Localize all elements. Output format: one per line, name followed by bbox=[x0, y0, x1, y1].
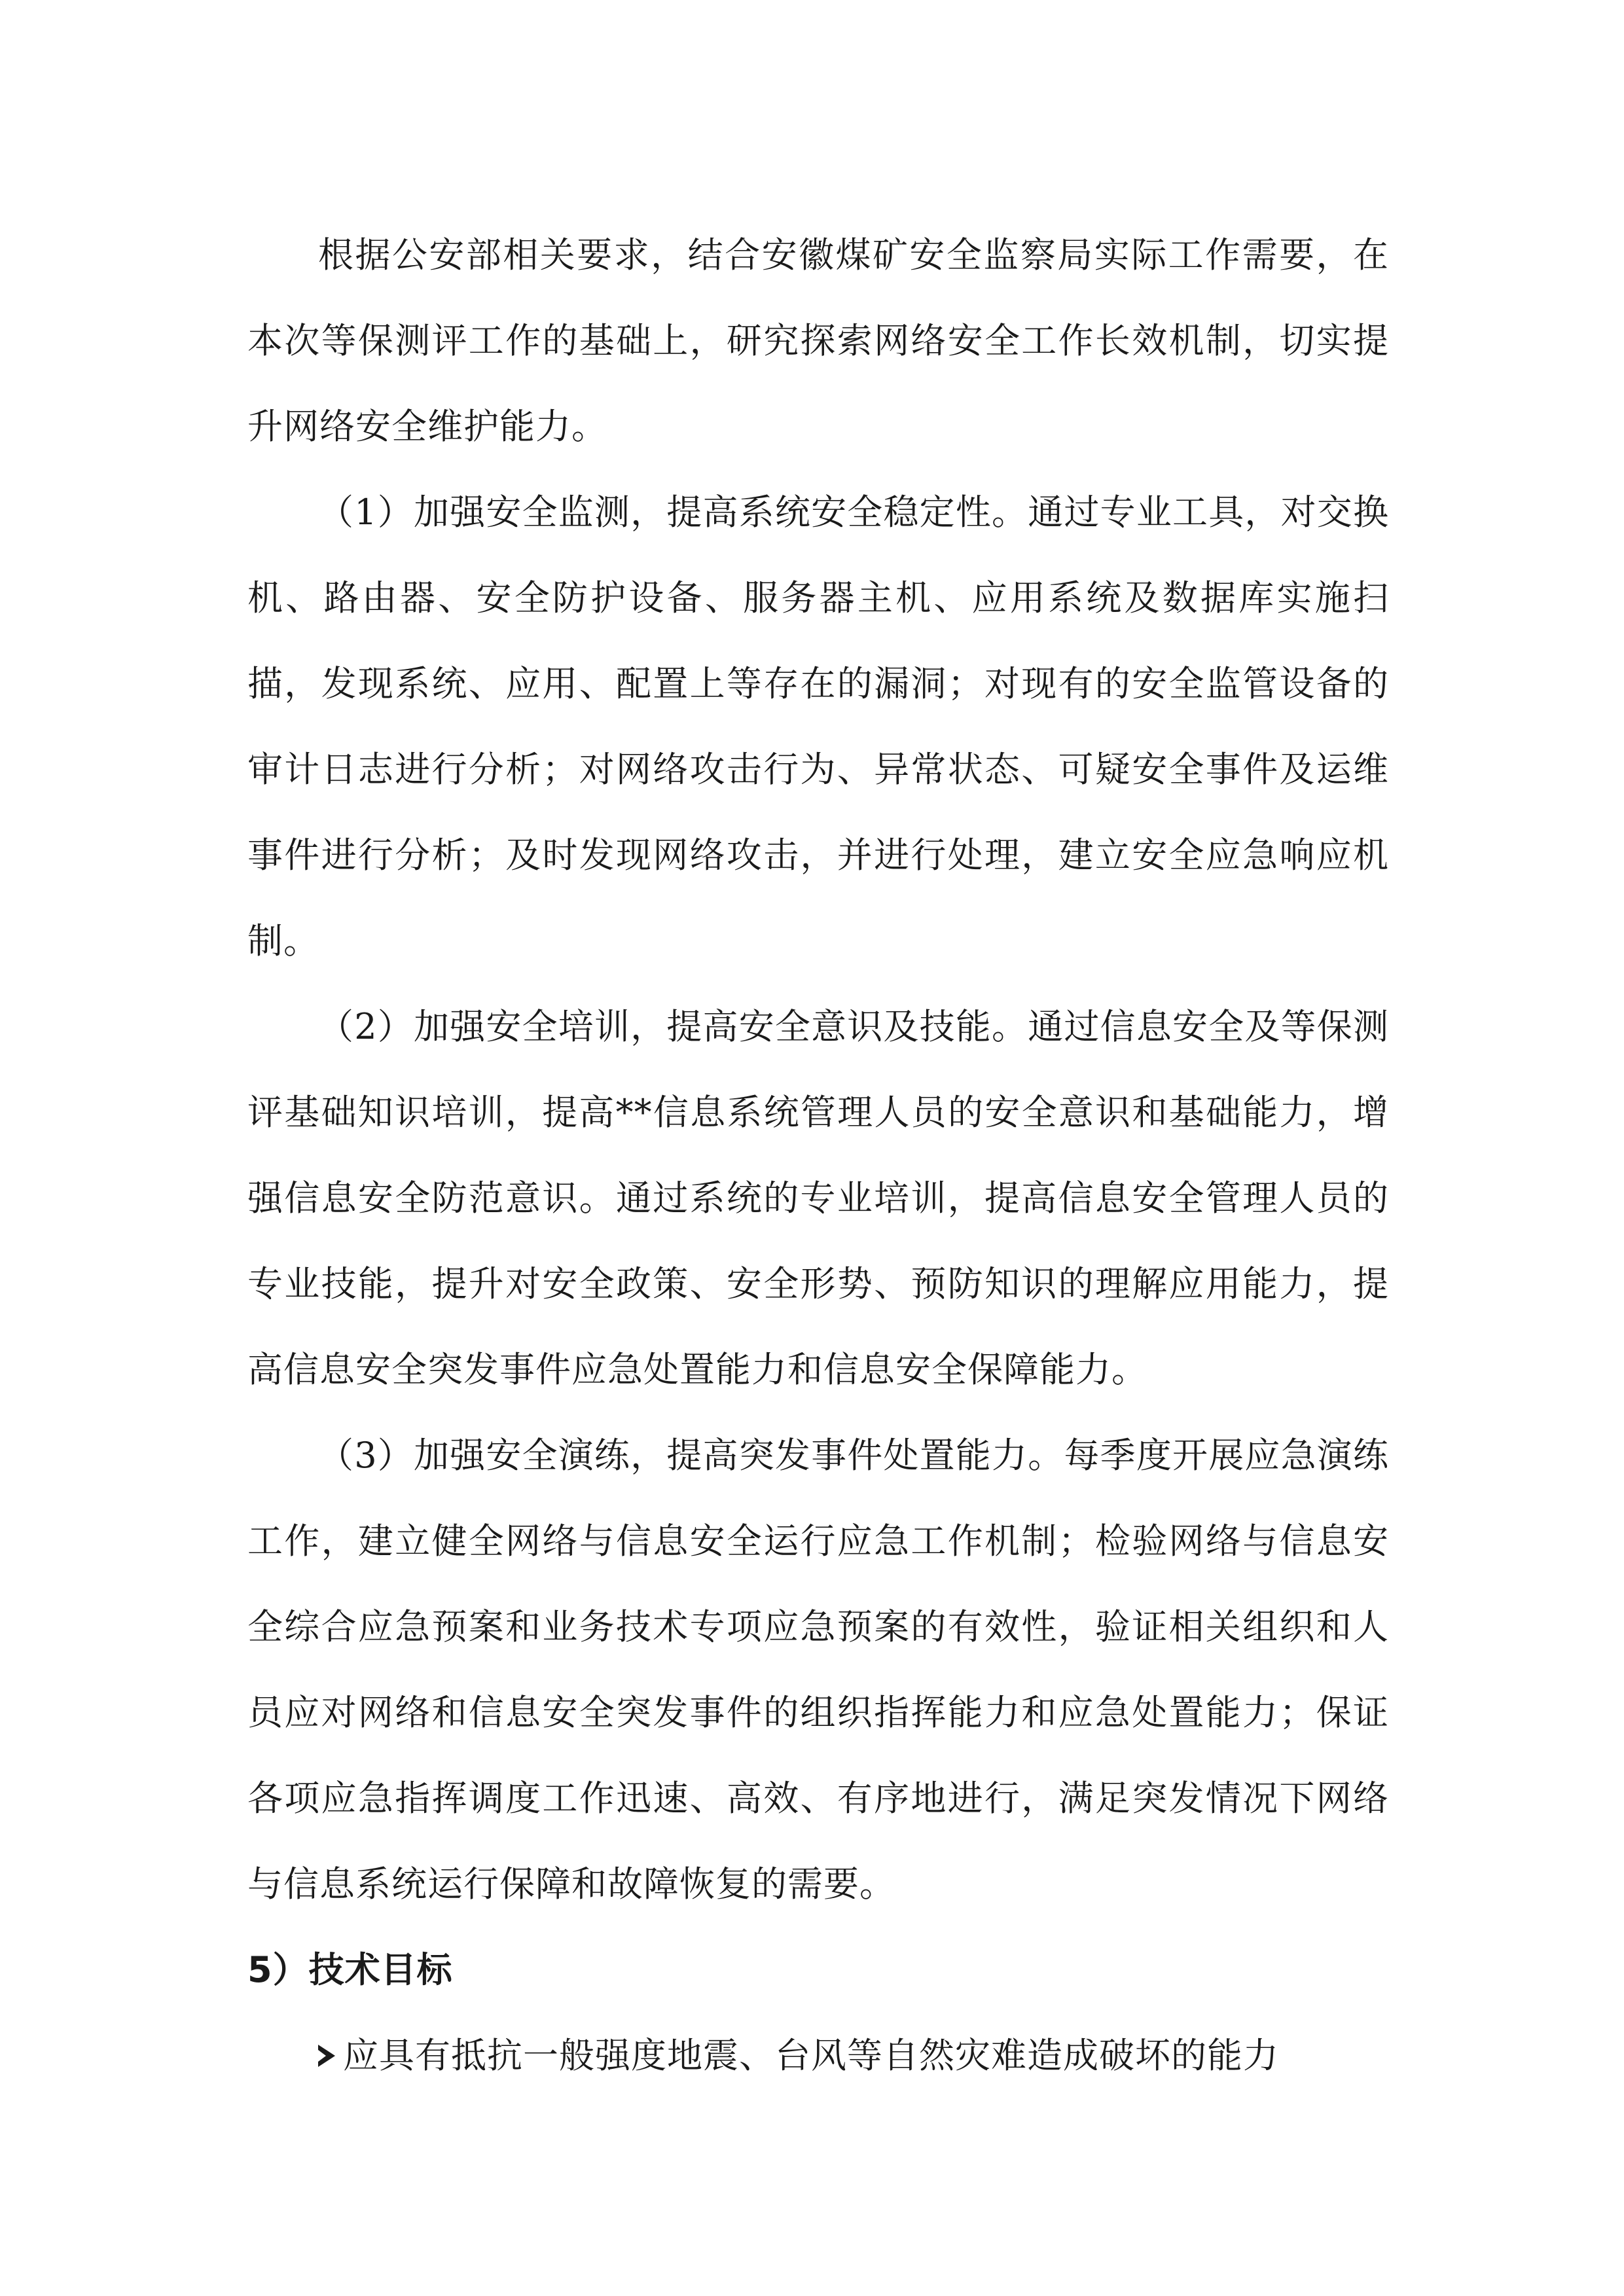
bullet-text: 应具有抵抗一般强度地震、台风等自然灾难造成破坏的能力 bbox=[343, 2035, 1279, 2076]
section-heading: 5）技术目标 bbox=[247, 1949, 453, 1990]
paragraph-security-monitoring: （1）加强安全监测，提高系统安全稳定性。通过专业工具，对交换机、路由器、安全防护设备、服务器主机、应用系统及数据库实施扫描，发现系统、应用、配置上等存在的漏洞；对现有的安全监管设备的审计日志进行分析；对网络攻击行为、异常状态、可疑安全事件及运维事件进行分析；及时发现网络攻击，并进行处理，建立安全应急响应机制。 bbox=[247, 492, 1389, 961]
intro-paragraph: 根据公安部相关要求，结合安徽煤矿安全监察局实际工作需要，在本次等保测评工作的基础上，研究探索网络安全工作长效机制，切实提升网络安全维护能力。 bbox=[247, 234, 1389, 447]
paragraph-security-training: （2）加强安全培训，提高安全意识及技能。通过信息安全及等保测评基础知识培训，提高**信息系统管理人员的安全意识和基础能力，增强信息安全防范意识。通过系统的专业培训，提高信息安全管理人员的专业技能，提升对安全政策、安全形势、预防知识的理解应用能力，提高信息安全突发事件应急处置能力和信息安全保障能力。 bbox=[247, 1006, 1389, 1390]
bullet-item bbox=[247, 2013, 1389, 2098]
paragraph-security-drills: （3）加强安全演练，提高突发事件处置能力。每季度开展应急演练工作，建立健全网络与信息安全运行应急工作机制；检验网络与信息安全综合应急预案和业务技术专项应急预案的有效性，验证相关组织和人员应对网络和信息安全突发事件的组织指挥能力和应急处置能力；保证各项应急指挥调度工作迅速、高效、有序地进行，满足突发情况下网络与信息系统运行保障和故障恢复的需要。 bbox=[247, 1435, 1389, 1905]
document-body bbox=[247, 212, 1389, 2098]
arrow-bullet-icon bbox=[318, 2045, 335, 2067]
